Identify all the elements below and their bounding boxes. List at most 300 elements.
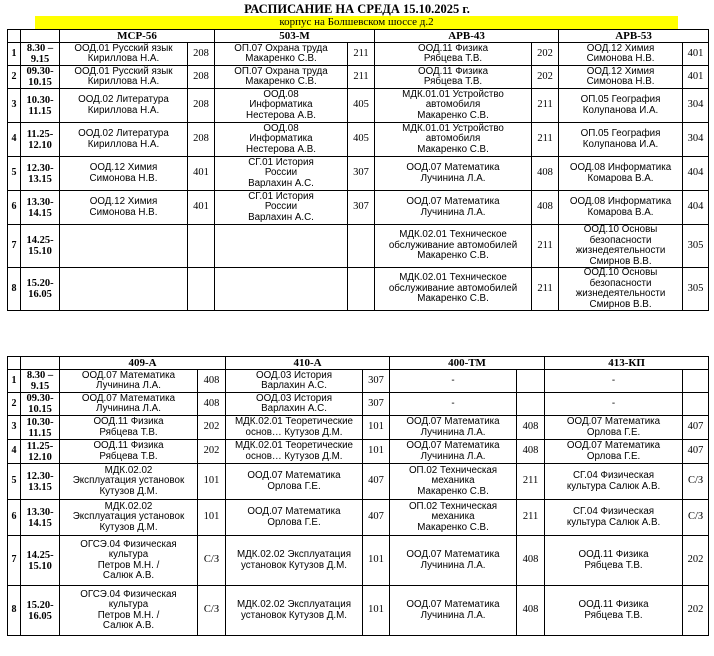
table-row bbox=[8, 191, 709, 225]
group-header: АРВ-43 bbox=[375, 30, 559, 43]
time-line: 10.15 bbox=[28, 404, 52, 415]
time-line: 12.30- bbox=[26, 470, 54, 482]
lesson-time bbox=[21, 500, 60, 536]
room-cell: 211 bbox=[532, 123, 559, 157]
room-cell: С/З bbox=[683, 500, 709, 536]
subject-line: России bbox=[264, 201, 298, 213]
subject-line: МДК.02.02 bbox=[104, 464, 153, 476]
subject-cell bbox=[545, 440, 683, 464]
subject-line: Макаренко С.В. bbox=[245, 53, 317, 64]
subject-cell bbox=[375, 191, 532, 225]
subject-line: Эксплуатация установок bbox=[72, 475, 185, 487]
subject-line: МДК.01.01 Устройство bbox=[402, 122, 504, 134]
time-line: 15.20- bbox=[26, 278, 54, 289]
subject-line: ООД.08 bbox=[263, 122, 299, 134]
time-line: 14.25- bbox=[26, 235, 54, 246]
subject-line: Лучинина Л.А. bbox=[420, 206, 486, 218]
room-cell: 202 bbox=[198, 440, 226, 464]
subject-line: Симонова Н.В. bbox=[586, 76, 655, 87]
subject-line: Кириллова Н.А. bbox=[87, 76, 160, 87]
subject-line: МДК.02.01 Техническое bbox=[399, 272, 507, 284]
subject-line: Лучинина Л.А. bbox=[420, 172, 486, 184]
subject-line: Колупанова И.А. bbox=[582, 138, 659, 150]
subject-line: ООД.11 Физика bbox=[93, 416, 164, 427]
subject-cell bbox=[559, 191, 683, 225]
time-line: 15.20- bbox=[26, 599, 54, 611]
subject-line: ООД.07 Математика bbox=[406, 162, 500, 173]
subject-cell bbox=[390, 440, 517, 464]
subject-line: Рябцева Т.В. bbox=[99, 450, 158, 462]
subject-cell bbox=[559, 43, 683, 66]
room-cell: 208 bbox=[188, 123, 215, 157]
time-line: 9.15 bbox=[30, 381, 50, 392]
room-cell: 307 bbox=[363, 393, 390, 416]
subject-line: Рябцева Т.В. bbox=[584, 559, 643, 571]
subject-line: Лучинина Л.А. bbox=[420, 609, 486, 621]
time-line: 12.10 bbox=[28, 139, 52, 151]
subject-line: Эксплуатация установок bbox=[72, 511, 185, 523]
room-cell: 304 bbox=[683, 89, 709, 123]
lesson-time bbox=[21, 268, 60, 311]
room-cell: 202 bbox=[683, 586, 709, 636]
subject-line: основ… Кутузов Д.М. bbox=[245, 450, 343, 462]
time-line: 14.25- bbox=[26, 549, 54, 561]
room-cell: 211 bbox=[517, 500, 545, 536]
room-cell: 202 bbox=[683, 536, 709, 586]
subject-line: России bbox=[264, 167, 298, 179]
subject-line: Кутузов Д.М. bbox=[99, 485, 158, 497]
room-cell: 101 bbox=[198, 500, 226, 536]
subject-cell bbox=[375, 89, 532, 123]
subject-cell bbox=[545, 370, 683, 393]
room-cell: С/З bbox=[198, 586, 226, 636]
subject-cell bbox=[226, 464, 363, 500]
lesson-number: 6 bbox=[8, 500, 21, 536]
subject-cell bbox=[545, 416, 683, 440]
subject-line: ООД.07 Математика bbox=[406, 440, 500, 451]
subject-line: Нестерова А.В. bbox=[246, 143, 316, 155]
subject-cell bbox=[215, 66, 348, 89]
table-row bbox=[8, 225, 709, 268]
subject-line: ОП.05 География bbox=[580, 128, 661, 139]
group-header: 410-А bbox=[226, 357, 390, 370]
subject-line: ООД.12 Химия bbox=[586, 65, 655, 77]
subject-line: МДК.02.01 Теоретические bbox=[235, 416, 353, 427]
time-line: 11.15 bbox=[28, 105, 52, 117]
room-cell: 211 bbox=[532, 89, 559, 123]
subject-line: Макаренко С.В. bbox=[245, 76, 317, 87]
table-row bbox=[8, 416, 709, 440]
subject-line: СГ.04 Физическая bbox=[572, 506, 655, 517]
schedule-title: РАСПИСАНИЕ НА СРЕДА 15.10.2025 г. bbox=[244, 2, 470, 16]
subject-line: установок Кутузов Д.М. bbox=[241, 559, 348, 571]
subject-line: Лучинина Л.А. bbox=[420, 426, 486, 438]
subject-line: Макаренко С.В. bbox=[417, 250, 489, 262]
subject-cell bbox=[226, 586, 363, 636]
time-line: 16.05 bbox=[28, 289, 52, 300]
table-row bbox=[8, 393, 709, 416]
subject-line: ООД.12 Химия bbox=[89, 196, 158, 207]
group-header: 400-ТМ bbox=[390, 357, 545, 370]
subject-line: Лучинина Л.А. bbox=[96, 403, 161, 414]
lesson-number: 5 bbox=[8, 157, 21, 191]
time-line: 12.10 bbox=[28, 451, 52, 463]
room-cell: 211 bbox=[517, 464, 545, 500]
subject-line: МДК.02.01 Техническое bbox=[399, 229, 507, 241]
corner-time-cell bbox=[21, 357, 60, 370]
subject-line: Кириллова Н.А. bbox=[87, 53, 160, 64]
table-row bbox=[8, 66, 709, 89]
room-cell: 202 bbox=[532, 66, 559, 89]
subject-line: Комарова В.А. bbox=[587, 206, 654, 218]
subject-cell bbox=[60, 500, 198, 536]
room-cell: 101 bbox=[363, 416, 390, 440]
time-line: 16.05 bbox=[28, 610, 52, 622]
subject-cell bbox=[390, 464, 517, 500]
subject-line: ООД.07 Математика bbox=[566, 416, 661, 427]
table-row bbox=[8, 370, 709, 393]
subject-line: Петров М.Н. / bbox=[97, 559, 160, 571]
subject-line: МДК.02.02 Эксплуатация bbox=[236, 549, 352, 560]
subject-line: СГ.01 История bbox=[248, 190, 314, 202]
group-header: 503-М bbox=[215, 30, 375, 43]
room-cell: 211 bbox=[532, 268, 559, 311]
room-cell bbox=[348, 268, 375, 311]
subject-line: СГ.04 Физическая bbox=[572, 470, 655, 481]
subject-line: ОГСЭ.04 Физическая bbox=[80, 588, 177, 600]
subject-cell bbox=[545, 500, 683, 536]
subject-cell bbox=[545, 536, 683, 586]
subject-line: МДК.02.01 Теоретические bbox=[235, 440, 353, 451]
lesson-number: 1 bbox=[8, 370, 21, 393]
lesson-time bbox=[21, 464, 60, 500]
room-cell: 408 bbox=[532, 157, 559, 191]
lesson-number: 5 bbox=[8, 464, 21, 500]
subject-line: культура Салюк А.В. bbox=[566, 516, 661, 528]
table-row bbox=[8, 500, 709, 536]
room-cell bbox=[188, 268, 215, 311]
time-line: 10.15 bbox=[28, 77, 52, 88]
room-cell: 407 bbox=[683, 416, 709, 440]
lesson-time bbox=[21, 586, 60, 636]
subject-cell bbox=[375, 268, 532, 311]
subject-line: Колупанова И.А. bbox=[582, 104, 659, 116]
subject-cell bbox=[545, 393, 683, 416]
room-cell: 405 bbox=[348, 123, 375, 157]
subject-cell bbox=[60, 416, 198, 440]
room-cell: 307 bbox=[363, 370, 390, 393]
time-line: 10.30- bbox=[26, 416, 54, 428]
lesson-time bbox=[21, 43, 60, 66]
time-line: 10.30- bbox=[26, 94, 54, 106]
lesson-number: 4 bbox=[8, 123, 21, 157]
room-cell: 101 bbox=[363, 536, 390, 586]
time-line: 14.15 bbox=[28, 517, 52, 529]
room-cell: 408 bbox=[517, 586, 545, 636]
room-cell: 208 bbox=[188, 43, 215, 66]
subject-cell bbox=[375, 43, 532, 66]
room-cell bbox=[348, 225, 375, 268]
subject-line: ООД.10 Основы bbox=[583, 267, 658, 278]
subject-cell bbox=[390, 536, 517, 586]
building-subtitle: корпус на Болшевском шоссе д.2 bbox=[35, 16, 678, 29]
room-cell: 408 bbox=[517, 440, 545, 464]
table-row bbox=[8, 586, 709, 636]
subject-line: Салюк А.В. bbox=[102, 620, 155, 631]
subject-cell bbox=[559, 268, 683, 311]
subject-cell bbox=[226, 416, 363, 440]
schedule-table-1 bbox=[7, 29, 709, 311]
subject-line: МДК.02.02 Эксплуатация bbox=[236, 599, 352, 610]
room-cell: 407 bbox=[683, 440, 709, 464]
subject-line: Орлова Г.Е. bbox=[267, 480, 321, 492]
room-cell bbox=[517, 370, 545, 393]
time-line: 11.25- bbox=[26, 128, 54, 140]
subject-line: ООД.07 Математика bbox=[406, 599, 500, 610]
subject-line: автомобиля bbox=[425, 133, 481, 145]
subject-cell bbox=[215, 89, 348, 123]
subject-line: ООД.07 Математика bbox=[81, 369, 176, 381]
room-cell: 202 bbox=[532, 43, 559, 66]
room-cell: 208 bbox=[188, 89, 215, 123]
subject-line: ОП.02 Техническая bbox=[408, 500, 498, 512]
room-cell: 408 bbox=[517, 416, 545, 440]
subject-line: ООД.11 Физика bbox=[417, 65, 489, 77]
lesson-time bbox=[21, 89, 60, 123]
subject-line: ООД.02 Литература bbox=[78, 94, 169, 105]
room-cell: 401 bbox=[188, 191, 215, 225]
time-line: 12.30- bbox=[26, 162, 54, 174]
subject-line: Симонова Н.В. bbox=[89, 206, 158, 218]
subject-line: ООД.07 Математика bbox=[406, 416, 500, 427]
subject-line: Варлахин А.С. bbox=[261, 380, 327, 391]
subject-cell bbox=[60, 370, 198, 393]
time-line: 8.30 – bbox=[26, 43, 54, 54]
subject-line: культура bbox=[108, 549, 149, 560]
subject-cell bbox=[390, 416, 517, 440]
subject-line: Смирнов В.В. bbox=[589, 255, 652, 267]
subject-line: ООД.08 bbox=[263, 88, 299, 100]
subject-line: ООД.10 Основы bbox=[583, 224, 658, 235]
room-cell: 307 bbox=[348, 157, 375, 191]
subject-cell bbox=[226, 370, 363, 393]
subject-line: основ… Кутузов Д.М. bbox=[245, 426, 343, 438]
subject-cell bbox=[226, 536, 363, 586]
subject-line: Рябцева Т.В. bbox=[423, 76, 483, 87]
group-header: 409-А bbox=[60, 357, 226, 370]
lesson-number: 7 bbox=[8, 536, 21, 586]
room-cell: 404 bbox=[683, 157, 709, 191]
subject-line: жизнедеятельности bbox=[575, 288, 666, 299]
subject-cell bbox=[226, 440, 363, 464]
subject-line: ООД.11 Физика bbox=[578, 549, 649, 560]
subject-cell bbox=[60, 225, 188, 268]
subject-line: ОП.07 Охрана труда bbox=[234, 42, 328, 54]
group-header: АРВ-53 bbox=[559, 30, 709, 43]
room-cell: 101 bbox=[363, 440, 390, 464]
lesson-time bbox=[21, 191, 60, 225]
subject-cell bbox=[215, 157, 348, 191]
lesson-time bbox=[21, 393, 60, 416]
lesson-number: 3 bbox=[8, 416, 21, 440]
subject-line: СГ.01 История bbox=[248, 156, 314, 168]
room-cell: С/З bbox=[198, 536, 226, 586]
subject-cell bbox=[559, 225, 683, 268]
subject-line: Орлова Г.Е. bbox=[267, 516, 321, 528]
room-cell: 211 bbox=[348, 43, 375, 66]
room-cell bbox=[683, 393, 709, 416]
subject-cell bbox=[226, 500, 363, 536]
subject-cell bbox=[215, 191, 348, 225]
lesson-time bbox=[21, 440, 60, 464]
room-cell: 408 bbox=[517, 536, 545, 586]
time-line: 15.10 bbox=[28, 246, 52, 257]
subject-cell bbox=[60, 536, 198, 586]
time-line: 13.15 bbox=[28, 481, 52, 493]
subject-cell bbox=[60, 157, 188, 191]
subject-line: Лучинина Л.А. bbox=[420, 450, 486, 462]
lesson-number: 7 bbox=[8, 225, 21, 268]
room-cell: 401 bbox=[683, 43, 709, 66]
subject-line: ООД.03 История bbox=[256, 369, 333, 381]
table-row bbox=[8, 89, 709, 123]
subject-cell bbox=[390, 586, 517, 636]
room-cell: 208 bbox=[188, 66, 215, 89]
subject-line: Варлахин А.С. bbox=[248, 211, 314, 223]
subject-line: Информатика bbox=[249, 99, 313, 111]
subject-cell bbox=[559, 89, 683, 123]
lesson-time bbox=[21, 416, 60, 440]
subject-line: Орлова Г.Е. bbox=[586, 450, 641, 462]
subject-line: ООД.12 Химия bbox=[89, 162, 158, 173]
subject-line: Петров М.Н. / bbox=[97, 609, 160, 621]
subject-line: Рябцева Т.В. bbox=[584, 609, 643, 621]
lesson-number: 8 bbox=[8, 268, 21, 311]
subject-line: автомобиля bbox=[425, 99, 481, 111]
subject-line: Макаренко С.В. bbox=[417, 109, 489, 121]
subject-line: безопасности bbox=[589, 277, 652, 289]
lesson-number: 2 bbox=[8, 393, 21, 416]
subject-cell bbox=[545, 464, 683, 500]
table-row bbox=[8, 268, 709, 311]
time-line: 9.15 bbox=[30, 54, 50, 65]
subject-line: Симонова Н.В. bbox=[89, 172, 158, 184]
subject-line: ООД.07 Математика bbox=[247, 506, 341, 517]
subject-cell bbox=[60, 43, 188, 66]
subject-cell bbox=[375, 123, 532, 157]
lesson-number: 1 bbox=[8, 43, 21, 66]
room-cell: С/З bbox=[683, 464, 709, 500]
subject-cell bbox=[226, 393, 363, 416]
subject-cell bbox=[375, 66, 532, 89]
subject-line: МДК.01.01 Устройство bbox=[402, 88, 504, 100]
time-line: 13.30- bbox=[26, 506, 54, 518]
room-cell: 407 bbox=[363, 500, 390, 536]
subject-line: ООД.11 Физика bbox=[93, 440, 164, 451]
subject-line: Лучинина Л.А. bbox=[420, 559, 486, 571]
subject-line: ООД.11 Физика bbox=[578, 599, 649, 610]
corner-cell bbox=[8, 357, 21, 370]
subject-line: ООД.01 Русский язык bbox=[74, 65, 173, 77]
subject-line: культура bbox=[108, 599, 149, 610]
subject-cell bbox=[215, 225, 348, 268]
subject-cell bbox=[60, 464, 198, 500]
subject-cell bbox=[60, 123, 188, 157]
subject-line: ООД.07 Математика bbox=[406, 196, 500, 207]
group-header: 413-КП bbox=[545, 357, 709, 370]
subject-cell bbox=[215, 268, 348, 311]
room-cell: 408 bbox=[198, 393, 226, 416]
room-cell: 404 bbox=[683, 191, 709, 225]
subject-line: Рябцева Т.В. bbox=[99, 426, 158, 438]
room-cell: 305 bbox=[683, 268, 709, 311]
subject-cell bbox=[559, 123, 683, 157]
subject-line: ОП.02 Техническая bbox=[408, 464, 498, 476]
subject-cell bbox=[60, 89, 188, 123]
subject-cell bbox=[60, 191, 188, 225]
subject-line: механика bbox=[431, 511, 475, 523]
subject-line: ООД.01 Русский язык bbox=[74, 42, 173, 54]
subject-line: МДК.02.02 bbox=[104, 500, 153, 512]
subject-cell bbox=[60, 66, 188, 89]
subject-cell bbox=[390, 370, 517, 393]
subject-line: - bbox=[451, 374, 455, 386]
subject-line: ОП.05 География bbox=[580, 94, 661, 105]
room-cell: 408 bbox=[198, 370, 226, 393]
subject-line: Смирнов В.В. bbox=[589, 298, 652, 310]
subject-line: жизнедеятельности bbox=[575, 245, 666, 256]
room-cell: 101 bbox=[198, 464, 226, 500]
subject-line: установок Кутузов Д.М. bbox=[241, 609, 348, 621]
table-row bbox=[8, 123, 709, 157]
subject-line: ООД.07 Математика bbox=[81, 392, 176, 404]
lesson-number: 8 bbox=[8, 586, 21, 636]
lesson-number: 3 bbox=[8, 89, 21, 123]
subject-line: Варлахин А.С. bbox=[248, 177, 314, 189]
subject-cell bbox=[60, 268, 188, 311]
room-cell bbox=[517, 393, 545, 416]
room-cell: 405 bbox=[348, 89, 375, 123]
lesson-time bbox=[21, 123, 60, 157]
table-row bbox=[8, 43, 709, 66]
table-row bbox=[8, 157, 709, 191]
schedule-table-2 bbox=[7, 356, 709, 636]
subject-line: Комарова В.А. bbox=[587, 172, 654, 184]
time-line: 13.15 bbox=[28, 173, 52, 185]
room-cell: 407 bbox=[363, 464, 390, 500]
lesson-number: 2 bbox=[8, 66, 21, 89]
subject-line: Макаренко С.В. bbox=[417, 293, 489, 305]
subject-line: Макаренко С.В. bbox=[417, 485, 489, 497]
subject-line: Макаренко С.В. bbox=[417, 143, 489, 155]
lesson-time bbox=[21, 536, 60, 586]
subject-cell bbox=[559, 157, 683, 191]
lesson-number: 4 bbox=[8, 440, 21, 464]
lesson-time bbox=[21, 66, 60, 89]
subject-cell bbox=[390, 500, 517, 536]
subject-cell bbox=[375, 225, 532, 268]
subject-cell bbox=[60, 586, 198, 636]
subject-line: ООД.03 История bbox=[256, 392, 333, 404]
subject-line: Кутузов Д.М. bbox=[99, 521, 158, 533]
subject-cell bbox=[60, 393, 198, 416]
subject-line: механика bbox=[431, 475, 475, 487]
subject-cell bbox=[60, 440, 198, 464]
room-cell: 202 bbox=[198, 416, 226, 440]
table-row bbox=[8, 536, 709, 586]
subject-line: Салюк А.В. bbox=[102, 570, 155, 581]
subject-line: ООД.07 Математика bbox=[247, 470, 341, 481]
